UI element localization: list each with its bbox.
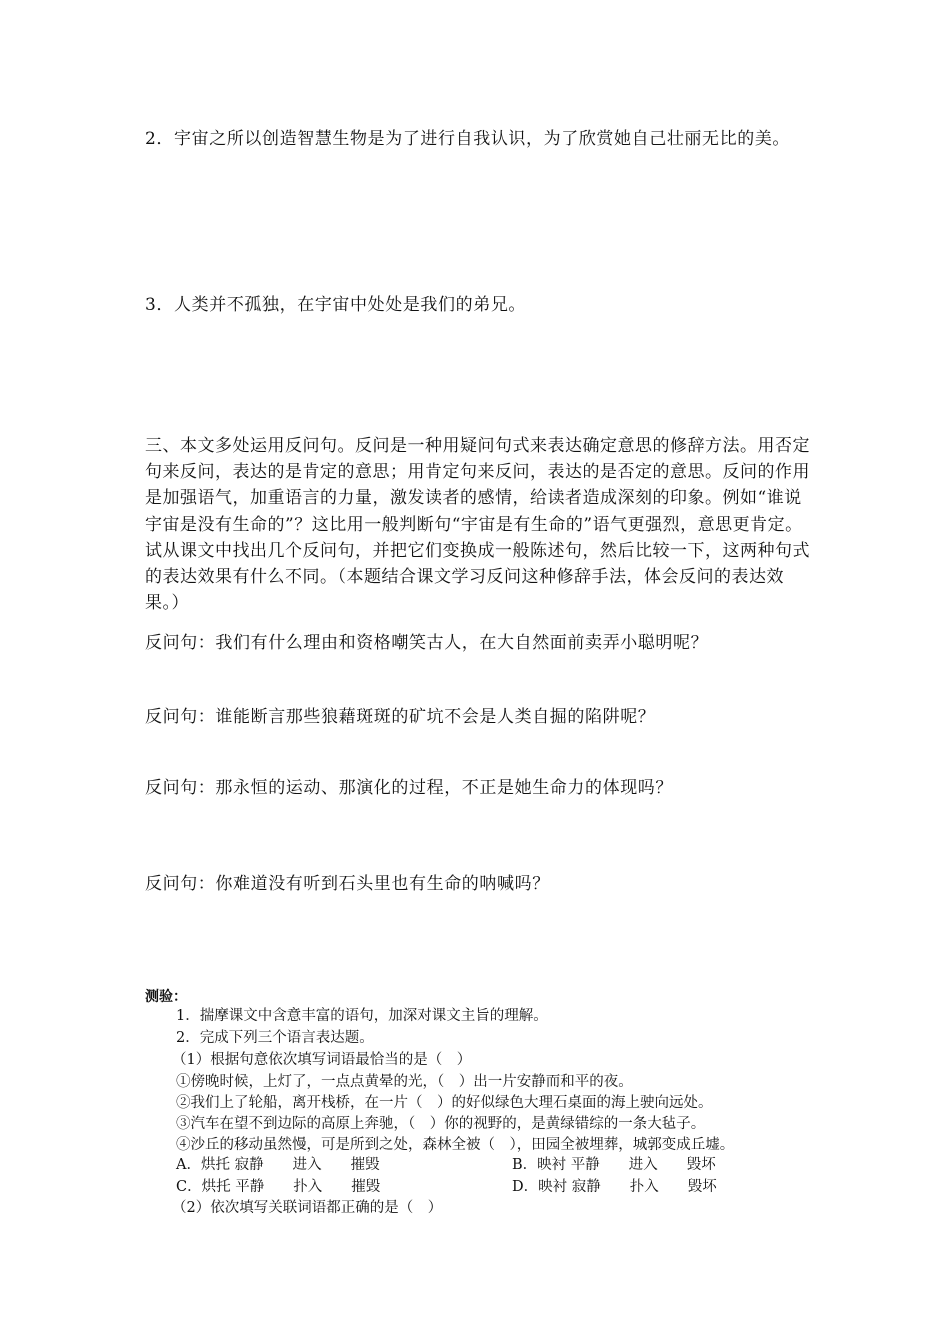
quiz-title: 测验：: [145, 989, 187, 1005]
quiz-sentence-1: ①傍晚时候，上灯了，一点点黄晕的光，（ ）出一片安静而和平的夜。: [176, 1074, 633, 1090]
rhetorical-question-4: 反问句：你难道没有听到石头里也有生命的呐喊吗？: [145, 874, 550, 894]
quiz-sentence-3: ③汽车在望不到边际的高原上奔驰，（ ）你的视野的，是黄绿错综的一条大毡子。: [176, 1116, 706, 1132]
quiz-question-1: 1．揣摩课文中含意丰富的语句，加深对课文主旨的理解。: [176, 1008, 548, 1024]
rhetorical-question-1: 反问句：我们有什么理由和资格嘲笑古人，在大自然面前卖弄小聪明呢？: [145, 633, 709, 653]
quiz-subquestion-1: （1）根据句意依次填写词语最恰当的是（ ）: [172, 1052, 472, 1068]
option-c: C．烘托 平静 扑入 摧毁: [176, 1179, 381, 1195]
section-3-intro: 三、本文多处运用反问句。反问是一种用疑问句式来表达确定意思的修辞方法。用否定句来反问，表达的是肯定的意思；用肯定句来反问，表达的是否定的意思。反问的作用是加强语气，加重语言的力量，激发读者的感情，给读者造成深刻的印象。例如“谁说宇宙是没有生命的”？这比用一般判断句“宇宙是有生命的”语气更强烈，意思更肯定。试从课文中找出几个反问句，并把它们变换成一般陈述句，然后比较一下，这两种句式的表达效果有什么不同。（本题结合课文学习反问这种修辞手法，体会反问的表达效果。）: [145, 436, 810, 614]
statement-2: 2．宇宙之所以创造智慧生物是为了进行自我认识，为了欣赏她自己壮丽无比的美。: [145, 129, 791, 149]
rhetorical-question-2: 反问句：谁能断言那些狼藉斑斑的矿坑不会是人类自掘的陷阱呢？: [145, 707, 656, 727]
rhetorical-question-3: 反问句：那永恒的运动、那演化的过程，不正是她生命力的体现吗？: [145, 778, 673, 798]
quiz-sentence-2: ②我们上了轮船，离开栈桥，在一片（ ）的好似绿色大理石桌面的海上驶向远处。: [176, 1095, 713, 1111]
option-d: D．映衬 寂静 扑入 毁坏: [512, 1179, 717, 1195]
quiz-sentence-4: ④沙丘的移动虽然慢，可是所到之处，森林全被（ ），田园全被埋葬，城郭变成丘墟。: [176, 1137, 735, 1153]
statement-3: 3．人类并不孤独，在宇宙中处处是我们的弟兄。: [145, 295, 527, 315]
quiz-subquestion-2: （2）依次填写关联词语都正确的是（ ）: [172, 1200, 443, 1216]
option-a: A．烘托 寂静 进入 摧毁: [176, 1157, 380, 1173]
option-b: B．映衬 平静 进入 毁坏: [512, 1157, 716, 1173]
quiz-question-2: 2．完成下列三个语言表达题。: [176, 1030, 374, 1046]
